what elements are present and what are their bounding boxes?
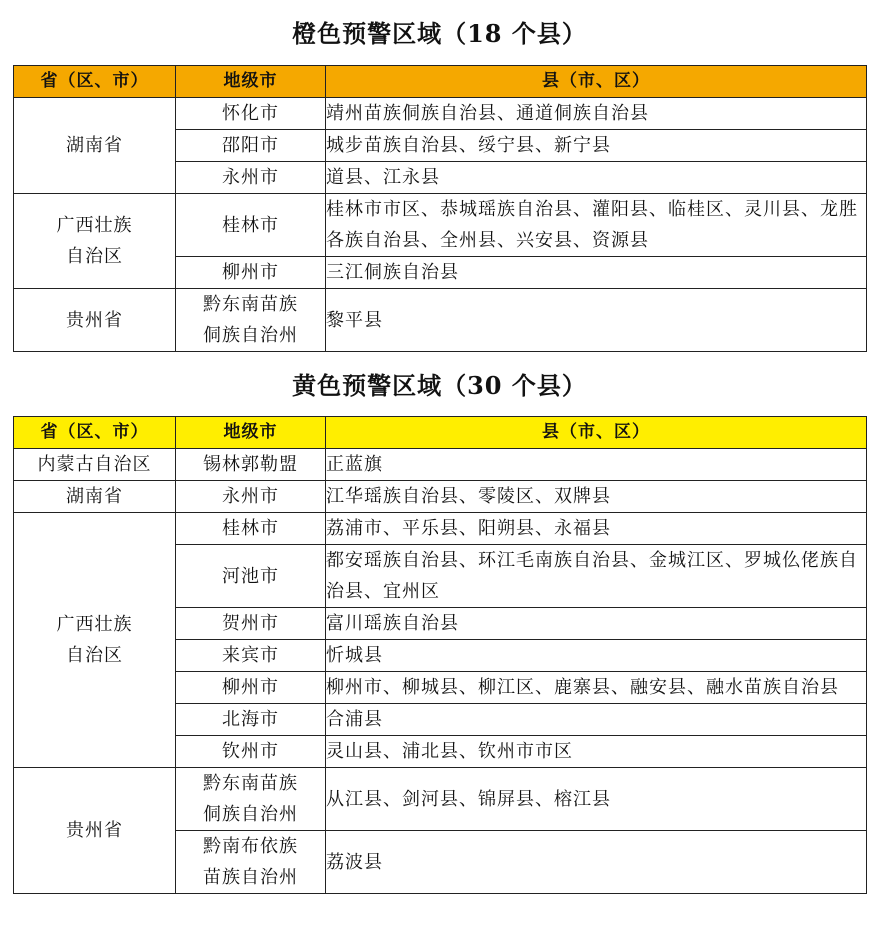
orange-table-body bbox=[14, 98, 867, 352]
county-cell: 忻城县 bbox=[326, 640, 867, 672]
province-cell: 内蒙古自治区 bbox=[14, 449, 176, 481]
table-row bbox=[14, 768, 867, 831]
header-city: 地级市 bbox=[176, 417, 326, 449]
city-cell: 锡林郭勒盟 bbox=[176, 449, 326, 481]
county-cell: 正蓝旗 bbox=[326, 449, 867, 481]
table-row bbox=[14, 481, 867, 513]
county-cell: 荔波县 bbox=[326, 831, 867, 894]
table-row bbox=[14, 513, 867, 545]
city-cell: 北海市 bbox=[176, 704, 326, 736]
province-cell: 广西壮族 自治区 bbox=[14, 513, 176, 768]
city-cell: 黔南布依族 苗族自治州 bbox=[176, 831, 326, 894]
city-cell: 河池市 bbox=[176, 545, 326, 608]
county-cell: 黎平县 bbox=[326, 289, 867, 352]
orange-warning-table bbox=[13, 65, 867, 352]
table-row bbox=[14, 289, 867, 352]
county-cell: 城步苗族自治县、绥宁县、新宁县 bbox=[326, 130, 867, 162]
province-cell: 广西壮族 自治区 bbox=[14, 194, 176, 289]
header-province: 省（区、市） bbox=[14, 417, 176, 449]
province-cell: 湖南省 bbox=[14, 98, 176, 194]
county-cell: 道县、江永县 bbox=[326, 162, 867, 194]
header-county: 县（市、区） bbox=[326, 417, 867, 449]
city-cell: 来宾市 bbox=[176, 640, 326, 672]
table-header-row bbox=[14, 417, 867, 449]
table-header-row bbox=[14, 66, 867, 98]
table-row bbox=[14, 194, 867, 257]
city-cell: 永州市 bbox=[176, 162, 326, 194]
city-cell: 钦州市 bbox=[176, 736, 326, 768]
table-row bbox=[14, 449, 867, 481]
county-cell: 富川瑶族自治县 bbox=[326, 608, 867, 640]
city-cell: 桂林市 bbox=[176, 194, 326, 257]
city-cell: 桂林市 bbox=[176, 513, 326, 545]
yellow-table-body bbox=[14, 449, 867, 894]
county-cell: 三江侗族自治县 bbox=[326, 257, 867, 289]
header-county: 县（市、区） bbox=[326, 66, 867, 98]
county-cell: 靖州苗族侗族自治县、通道侗族自治县 bbox=[326, 98, 867, 130]
province-cell: 贵州省 bbox=[14, 768, 176, 894]
city-cell: 黔东南苗族 侗族自治州 bbox=[176, 768, 326, 831]
header-city: 地级市 bbox=[176, 66, 326, 98]
province-cell: 湖南省 bbox=[14, 481, 176, 513]
city-cell: 永州市 bbox=[176, 481, 326, 513]
county-cell: 灵山县、浦北县、钦州市市区 bbox=[326, 736, 867, 768]
county-cell: 桂林市市区、恭城瑶族自治县、灌阳县、临桂区、灵川县、龙胜各族自治县、全州县、兴安县、资源县 bbox=[326, 194, 867, 257]
county-cell: 柳州市、柳城县、柳江区、鹿寨县、融安县、融水苗族自治县 bbox=[326, 672, 867, 704]
city-cell: 柳州市 bbox=[176, 672, 326, 704]
county-cell: 合浦县 bbox=[326, 704, 867, 736]
city-cell: 黔东南苗族 侗族自治州 bbox=[176, 289, 326, 352]
yellow-warning-table bbox=[13, 416, 867, 894]
county-cell: 从江县、剑河县、锦屏县、榕江县 bbox=[326, 768, 867, 831]
city-cell: 柳州市 bbox=[176, 257, 326, 289]
county-cell: 都安瑶族自治县、环江毛南族自治县、金城江区、罗城仫佬族自治县、宜州区 bbox=[326, 545, 867, 608]
province-cell: 贵州省 bbox=[14, 289, 176, 352]
city-cell: 怀化市 bbox=[176, 98, 326, 130]
header-province: 省（区、市） bbox=[14, 66, 176, 98]
county-cell: 荔浦市、平乐县、阳朔县、永福县 bbox=[326, 513, 867, 545]
table-row bbox=[14, 98, 867, 130]
yellow-section-title: 黄色预警区域（30 个县） bbox=[292, 371, 587, 400]
county-cell: 江华瑶族自治县、零陵区、双牌县 bbox=[326, 481, 867, 513]
city-cell: 邵阳市 bbox=[176, 130, 326, 162]
city-cell: 贺州市 bbox=[176, 608, 326, 640]
orange-section-title: 橙色预警区域（18 个县） bbox=[292, 19, 587, 48]
